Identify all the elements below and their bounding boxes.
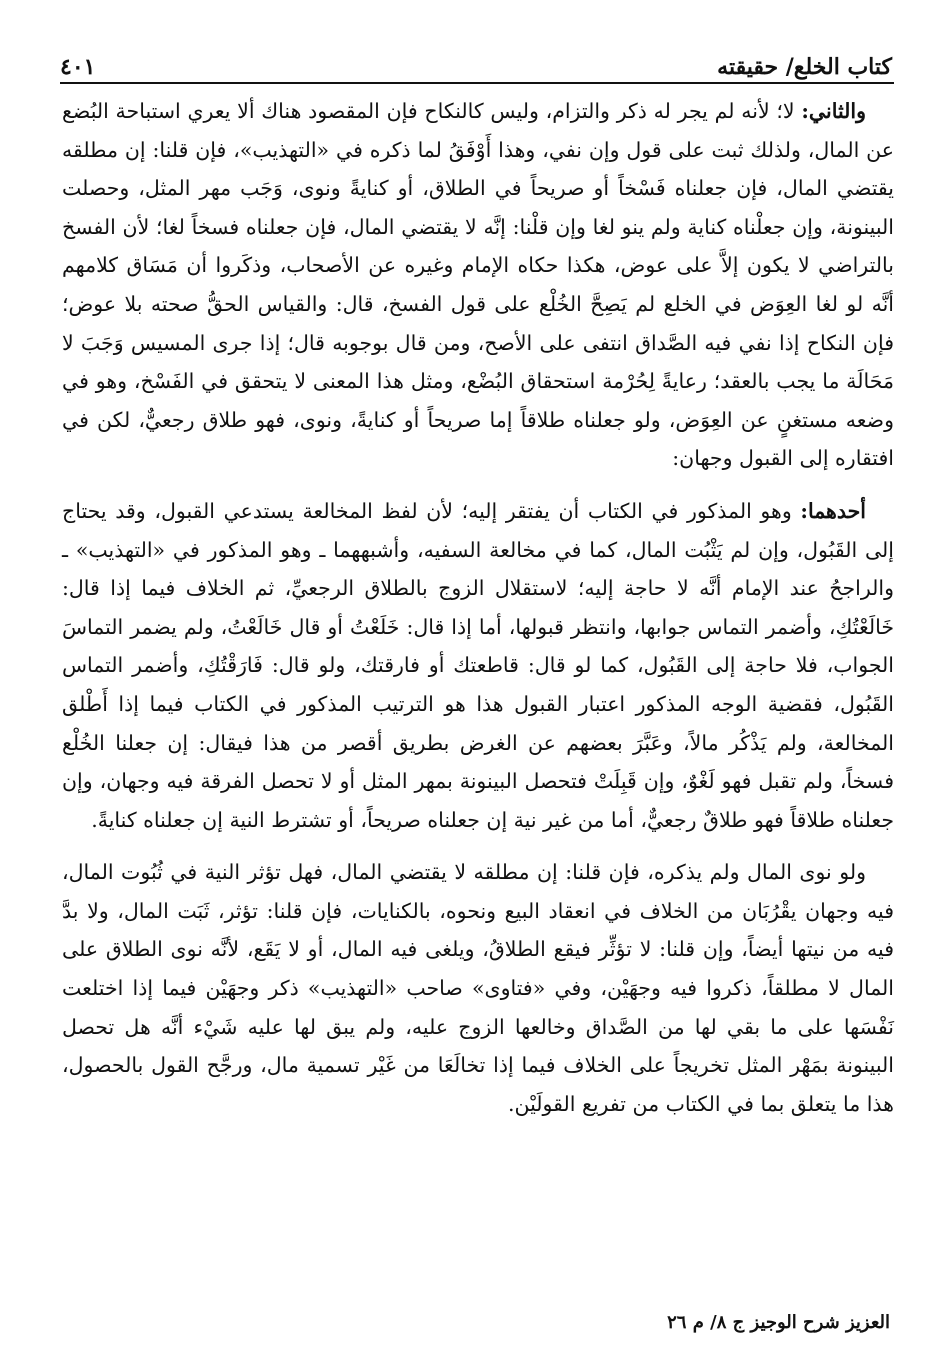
header-rule	[60, 82, 894, 84]
header-title: كتاب الخلع/ حقيقته	[717, 54, 892, 80]
paragraph-2	[62, 492, 894, 839]
paragraph-text: لا؛ لأنه لم يجر له ذكر والتزام، وليس كالنكاح فإن المقصود هناك ألا يعري استباحة البُضع عن المال، ولذلك ثبت على قول وإن نفي، وهذا أَوْفَقُ لما ذكره في «التهذيب»، فإن قلنا: إن مطلقه يقتضي المال، فإن جعلناه فَسْخاً أو صريحاً في الطلاق، أو كنايةً ونوى، وَجَب مهر المثل، وحصلت البينونة، وإن جعلْناه كناية ولم ينو لغا وإن قلْنا: إنَّه لا يقتضي المال، فإن جعلناه فسخاً لغا؛ لأن الفسخ بالتراضي لا يكون إلاَّ على عوض، هكذا حكاه الإمام وغيره عن الأصحاب، وذكَروا أن مَسَاق كلامهم أنَّه لو لغا العِوَض في الخلع لم يَصِحَّ الخُلْع على قول الفسخ، قال: والقياس الحقُّ صحته بلا عوض؛ فإن النكاح إذا نفي فيه الصَّداق انتفى على الأصح، ومن قال بوجوبه قال؛ إذا جرى المسيس وَجَبَ لا مَحَالَة ما يجب بالعقد؛ رعايةً لِحُرْمة استحقاق البُضْع، ومثل هذا المعنى لا يتحقق في الفَسْخ، وهو في وضعه مستغنٍ عن العِوَض، ولو جعلناه طلاقاً إما صريحاً أو كنايةً، ونوى، فهو طلاق رجعيٌّ، لكن في افتقاره إلى القبول وجهان:	[62, 99, 894, 471]
page-number: ٤٠١	[60, 54, 96, 80]
paragraph-lead: والثاني:	[801, 99, 866, 123]
paragraph-3	[62, 853, 894, 1123]
page-body	[62, 92, 894, 1123]
footer-signature: العزيز شرح الوجيز ج ٨/ م ٢٦	[667, 1312, 890, 1333]
paragraph-1	[62, 92, 894, 478]
paragraph-lead: أحدهما:	[800, 498, 866, 523]
running-header	[60, 30, 892, 80]
paragraph-text: ولو نوى المال ولم يذكره، فإن قلنا: إن مطلقه لا يقتضي المال، فهل تؤثر النية في ثُبُوت المال، فيه وجهان يقْرُبَان من الخلاف في انعقاد البيع ونحوه، بالكنايات، فإن قلنا: تؤثر، ثَبَت المال، ولا بدَّ فيه من نيتها أيضاً، وإن قلنا: لا تؤثِّر فيقع الطلاقُ، ويلغى فيه المال، أو لا يَقَع، لأنَّه نوى الطلاق على المال لا مطلقاً، ذكروا فيه وجهَيْن، وفي «فتاوى» صاحب «التهذيب» ذكر وجهَيْن فيما إذا اختلعت نَفْسَها على ما بقي لها من الصَّداق وخالعها الزوج عليه، ولم يبق لها عليه شَيْء أنَّه هل تحصل البينونة بمَهْر المثل تخريجاً على الخلاف فيما إذا تخالَعَا من غَيْر تسمية مال، ورجَّح القول بالحصول، هذا ما يتعلق بما في الكتاب من تفريع القولَيْن.	[62, 860, 894, 1116]
paragraph-text: وهو المذكور في الكتاب أن يفتقر إليه؛ لأن لفظ المخالعة يستدعي القبول، وقد يحتاج إلى القَبُول، وإن لم يَثْبُت المال، كما في مخالعة السفيه، وأشبههما ـ وهو المذكور في «التهذيب» ـ والراجحُ عند الإمام أنَّه لا حاجة إليه؛ لاستقلال الزوج بالطلاق الرجعيِّ، ثم الخلاف فيما إذا قال: خَالَعْتُكِ، وأضمر التماس جوابها، وانتظر قبولها، أما إذا قال: خَلَعْتُ أو قال خَالَعْتُ، ولم يضمر التماسَ الجواب، فلا حاجة إلى القَبُول، كما لو قال: قاطعتك أو فارقتك، ولو قال: فَارَقْتُكِ، وأضمر التماس القَبُول، فقضية الوجه المذكور اعتبار القبول هذا هو الترتيب المذكور في الكتاب فيما إذا أَطْلق المخالعة، ولم يَذْكُر مالاً، وعَبَّرَ بعضهم عن الغرض بطريق أقصر من هذا فيقال: إن جعلنا الخُلْع فسخاً، ولم تقبل فهو لَغْوٌ، وإن قَبِلَتْ فتحصل البينونة بمهر المثل أو لا تحصل الفرقة فيه وجهان، وإن جعلناه طلاقاً فهو طلاقٌ رجعيٌّ، أما من غير نية إن جعلناه صريحاً، أو تشترط النية إن جعلناه كنايةً.	[62, 498, 894, 832]
